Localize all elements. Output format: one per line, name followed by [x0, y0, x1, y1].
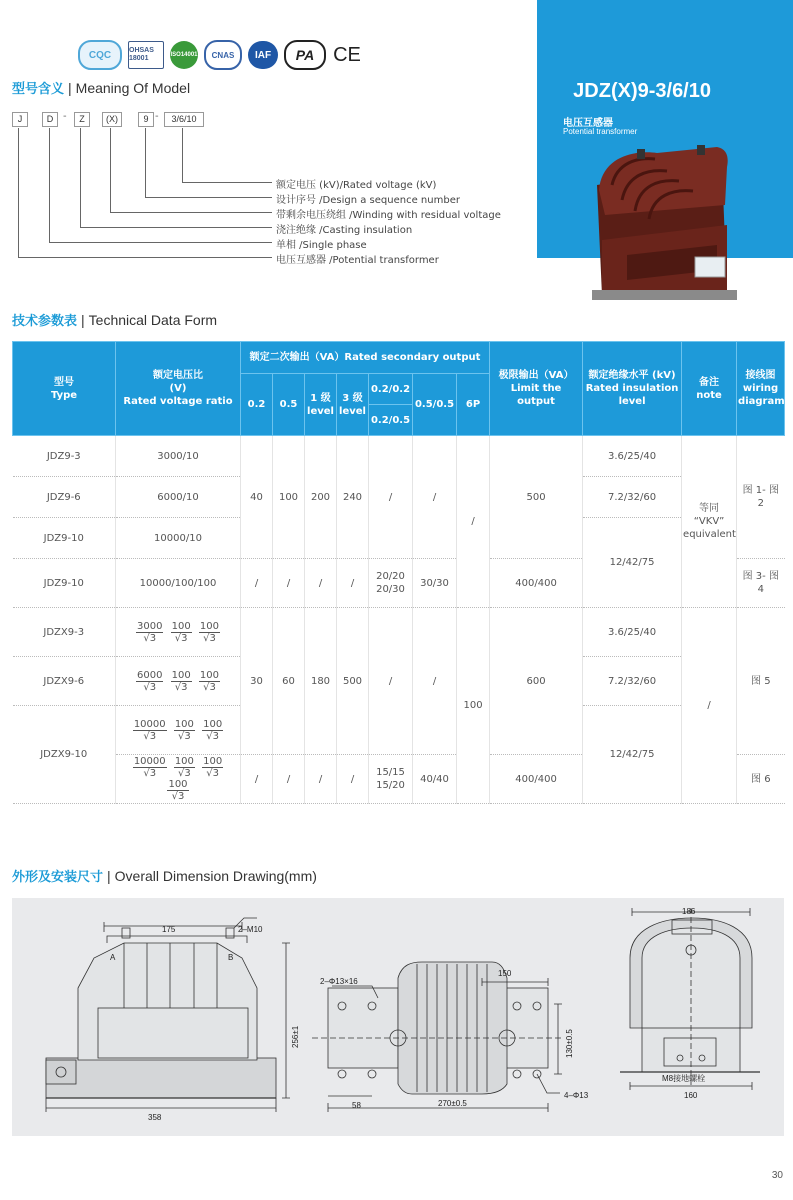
dim-label: 2–M10	[238, 925, 263, 934]
cell-s02: 30	[241, 608, 273, 755]
cell-note: 等同 “VKV” equivalent	[682, 436, 737, 608]
product-name-zh: 电压互感器	[563, 118, 613, 129]
iso14001-logo-icon: ISO14001	[170, 41, 198, 69]
model-code-j: J	[12, 112, 28, 127]
cell-s0202: 15/15 15/20	[369, 755, 413, 804]
fraction: $\frac{100}{√3}$	[203, 718, 223, 742]
cell-s3: 240	[337, 436, 369, 559]
fraction: $\frac{6000}{√3}$	[136, 669, 163, 693]
cell-wiring: 图 3- 图 4	[737, 559, 785, 608]
header-type: 型号 Type	[13, 342, 116, 436]
product-name-en: Potential transformer	[563, 127, 638, 136]
header-ratio: 额定电压比 (V) Rated voltage ratio	[116, 342, 241, 436]
tech-form-title: 技术参数表 | Technical Data Form	[12, 312, 218, 329]
header-class-05: 0.5	[273, 374, 305, 436]
model-code-z: Z	[74, 112, 90, 127]
dim-label: M8接地螺栓	[662, 1074, 706, 1083]
fraction: $\frac{100}{√3}$	[168, 779, 188, 802]
fraction: $\frac{100}{√3}$	[171, 669, 191, 693]
header-class-02: 0.2	[241, 374, 273, 436]
dim-label: B	[228, 953, 234, 962]
cqc-logo-icon: CQC	[78, 40, 122, 70]
fraction: $\frac{100}{√3}$	[203, 756, 223, 779]
model-code-d: D	[42, 112, 58, 127]
certification-logos	[78, 40, 362, 70]
model-explanation: 单相 /Single phase	[276, 240, 367, 251]
cell-ratio-fraction	[116, 657, 241, 706]
model-explanation: 额定电压 (kV)/Rated voltage (kV)	[276, 180, 437, 191]
page-number: 30	[771, 1170, 783, 1181]
dim-label: 186	[682, 907, 696, 916]
cell-limit: 400/400	[490, 755, 583, 804]
model-code-voltage: 3/6/10	[164, 112, 204, 127]
cell-insulation: 12/42/75	[583, 706, 682, 804]
product-panel	[537, 0, 793, 258]
fraction: $\frac{10000}{√3}$	[133, 756, 166, 779]
model-explanation: 设计序号 /Design a sequence number	[276, 195, 460, 206]
model-code-x: (X)	[102, 112, 122, 127]
dim-label: 256±1	[291, 1025, 300, 1048]
cell-s1: 180	[305, 608, 337, 755]
cell-note: /	[682, 608, 737, 804]
dim-label: A	[110, 953, 116, 962]
cell-ratio-fraction	[116, 706, 241, 755]
header-class-0202: 0.2/0.2	[369, 374, 413, 405]
cell-s05: /	[273, 755, 305, 804]
cell-s1: 200	[305, 436, 337, 559]
cell-limit: 500	[490, 436, 583, 559]
cell-type: JDZX9-6	[13, 657, 116, 706]
cell-s0505: /	[413, 608, 457, 755]
dim-label: 2–Φ13×16	[320, 977, 358, 986]
header-secondary-output: 额定二次输出（VA）Rated secondary output	[241, 342, 490, 374]
cell-s02: /	[241, 559, 273, 608]
cell-type: JDZX9-10	[13, 706, 116, 804]
fraction: $\frac{10000}{√3}$	[133, 718, 166, 742]
cell-type: JDZX9-3	[13, 608, 116, 657]
model-explanation: 电压互感器 /Potential transformer	[276, 255, 439, 266]
cell-type: JDZ9-3	[13, 436, 116, 477]
cell-limit: 600	[490, 608, 583, 755]
cell-s3: 500	[337, 608, 369, 755]
cell-ratio: 10000/10	[116, 518, 241, 559]
header-insulation: 额定绝缘水平 (kV) Rated insulation level	[583, 342, 682, 436]
dimension-drawings	[12, 898, 784, 1136]
fraction: $\frac{100}{√3}$	[199, 620, 219, 644]
cell-s02: 40	[241, 436, 273, 559]
fraction: $\frac{3000}{√3}$	[136, 620, 163, 644]
cell-s0505: 40/40	[413, 755, 457, 804]
cell-s0202: 20/20 20/30	[369, 559, 413, 608]
dim-label: 270±0.5	[438, 1099, 467, 1108]
cell-s3: /	[337, 559, 369, 608]
dim-label: 58	[352, 1101, 361, 1110]
fraction: $\frac{100}{√3}$	[171, 620, 191, 644]
fraction: $\frac{100}{√3}$	[174, 756, 194, 779]
cell-type: JDZ9-6	[13, 477, 116, 518]
cell-s05: /	[273, 559, 305, 608]
cell-s3: /	[337, 755, 369, 804]
cell-wiring: 图 6	[737, 755, 785, 804]
header-wiring: 接线图 wiring diagram	[737, 342, 785, 436]
model-meaning-title: 型号含义 | Meaning Of Model	[12, 80, 191, 97]
cell-s05: 60	[273, 608, 305, 755]
ce-logo-icon: CE	[333, 43, 361, 66]
model-explanation: 浇注绝缘 /Casting insulation	[276, 225, 413, 236]
dim-label: 150	[498, 969, 512, 978]
cell-s1: /	[305, 755, 337, 804]
dimension-title: 外形及安装尺寸 | Overall Dimension Drawing(mm)	[12, 868, 317, 885]
pa-logo-icon: PA	[284, 40, 326, 70]
model-code-9: 9	[138, 112, 154, 127]
cell-limit: 400/400	[490, 559, 583, 608]
cell-ratio: 6000/10	[116, 477, 241, 518]
dim-label: 160	[684, 1091, 698, 1100]
fraction: $\frac{100}{√3}$	[174, 718, 194, 742]
cnas-logo-icon: CNAS	[204, 40, 242, 70]
cell-ratio-fraction	[116, 755, 241, 804]
transformer-photo	[577, 145, 747, 300]
cell-wiring: 图 5	[737, 608, 785, 755]
cell-ratio: 3000/10	[116, 436, 241, 477]
dim-label: 358	[148, 1113, 162, 1122]
cell-s02: /	[241, 755, 273, 804]
cell-insulation: 7.2/32/60	[583, 477, 682, 518]
header-class-6p: 6P	[457, 374, 490, 436]
dim-label: 4–Φ13	[564, 1091, 589, 1100]
dim-label: 175	[162, 925, 176, 934]
cell-ratio: 10000/100/100	[116, 559, 241, 608]
cell-s1: /	[305, 559, 337, 608]
cell-insulation: 3.6/25/40	[583, 436, 682, 477]
cell-type: JDZ9-10	[13, 518, 116, 559]
header-class-0505: 0.5/0.5	[413, 374, 457, 436]
cell-wiring: 图 1- 图 2	[737, 436, 785, 559]
cell-s6p: 100	[457, 608, 490, 804]
front-view	[46, 918, 290, 1112]
cell-insulation: 3.6/25/40	[583, 608, 682, 657]
header-class-0205: 0.2/0.5	[369, 405, 413, 436]
cell-s0202: /	[369, 608, 413, 755]
product-model: JDZ(X)9-3/6/10	[573, 80, 711, 102]
ohsas-logo-icon: OHSAS 18001	[128, 41, 164, 69]
header-note: 备注 note	[682, 342, 737, 436]
header-class-3: 3 级 level	[337, 374, 369, 436]
cell-s0505: 30/30	[413, 559, 457, 608]
model-dash: -	[63, 111, 67, 122]
cell-s0505: /	[413, 436, 457, 559]
dimension-drawing-panel	[12, 898, 784, 1136]
cell-s0202: /	[369, 436, 413, 559]
dim-label: 130±0.5	[565, 1029, 574, 1058]
model-explanation: 带剩余电压绕组 /Winding with residual voltage	[276, 210, 501, 221]
iaf-logo-icon: IAF	[248, 41, 278, 69]
header-limit-output: 极限输出（VA） Limit the output	[490, 342, 583, 436]
cell-s6p: /	[457, 436, 490, 608]
cell-type: JDZ9-10	[13, 559, 116, 608]
header-class-1: 1 级 level	[305, 374, 337, 436]
cell-insulation: 12/42/75	[583, 518, 682, 608]
model-dash: -	[155, 111, 159, 122]
fraction: $\frac{100}{√3}$	[199, 669, 219, 693]
cell-insulation: 7.2/32/60	[583, 657, 682, 706]
technical-data-table	[12, 341, 785, 804]
side-view	[620, 908, 760, 1090]
cell-ratio-fraction	[116, 608, 241, 657]
cell-s05: 100	[273, 436, 305, 559]
